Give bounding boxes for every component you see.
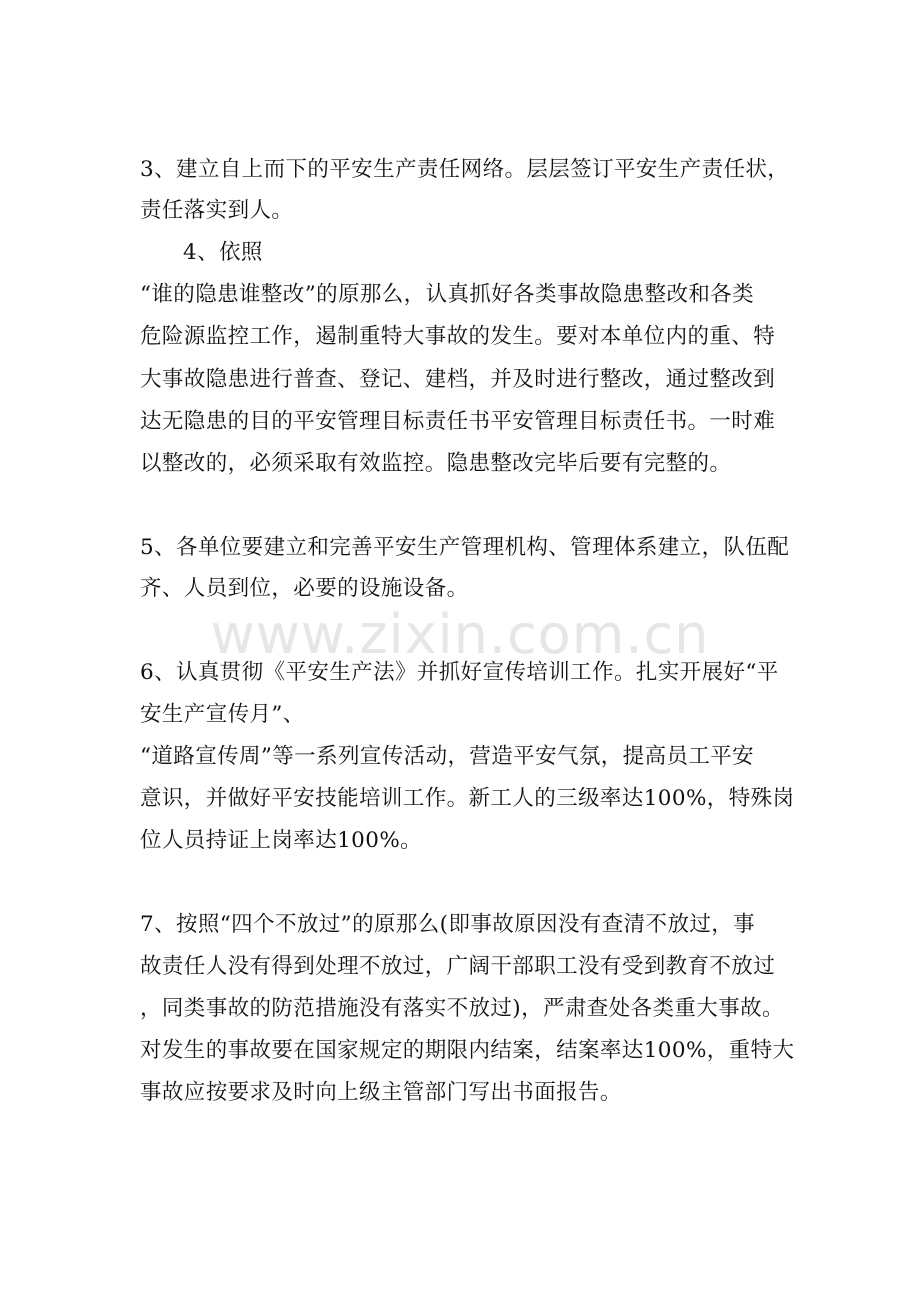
paragraph-7-line-1: 7、按照“四个不放过”的原那么(即事故原因没有查清不放过，事 — [140, 912, 756, 937]
paragraph-6-line-3: “道路宣传周”等一系列宣传活动，营造平安气氛，提高员工平安 — [140, 744, 755, 769]
paragraph-4-line-3: 危险源监控工作，遏制重特大事故的发生。要对本单位内的重、特 — [140, 324, 776, 349]
watermark: www.zixin.com.cn — [210, 603, 710, 666]
paragraph-3-line-1: 3、建立自上而下的平安生产责任网络。层层签订平安生产责任状， — [140, 157, 790, 182]
paragraph-7-line-2: 故责任人没有得到处理不放过，广阔干部职工没有受到教育不放过 — [140, 954, 776, 979]
paragraph-7-line-5: 事故应按要求及时向上级主管部门写出书面报告。 — [140, 1080, 622, 1105]
paragraph-4-line-1: 4、依照 — [183, 240, 263, 265]
paragraph-7-line-3: ，同类事故的防范措施没有落实不放过)，严肃查处各类重大事故。 — [140, 996, 784, 1021]
paragraph-3-line-2: 责任落实到人。 — [140, 198, 294, 223]
paragraph-6-line-4: 意识，并做好平安技能培训工作。新工人的三级率达100%，特殊岗 — [140, 786, 795, 811]
paragraph-4-line-5: 达无隐患的目的平安管理目标责任书平安管理目标责任书。一时难 — [140, 409, 776, 434]
paragraph-4-line-4: 大事故隐患进行普查、登记、建档，并及时进行整改，通过整改到 — [140, 367, 776, 392]
paragraph-6-line-5: 位人员持证上岗率达100%。 — [140, 828, 423, 853]
paragraph-4-line-6: 以整改的，必须采取有效监控。隐患整改完毕后要有完整的。 — [140, 451, 732, 476]
paragraph-6-line-2: 安生产宣传月”、 — [140, 702, 305, 727]
paragraph-5-line-2: 齐、人员到位，必要的设施设备。 — [140, 576, 469, 601]
paragraph-4-line-2: “谁的隐患谁整改”的原那么，认真抓好各类事故隐患整改和各类 — [140, 282, 755, 307]
paragraph-7-line-4: 对发生的事故要在国家规定的期限内结案，结案率达100%，重特大 — [140, 1038, 795, 1063]
paragraph-5-line-1: 5、各单位要建立和完善平安生产管理机构、管理体系建立，队伍配 — [140, 535, 790, 560]
paragraph-6-line-1: 6、认真贯彻《平安生产法》并抓好宣传培训工作。扎实开展好“平 — [140, 660, 779, 685]
